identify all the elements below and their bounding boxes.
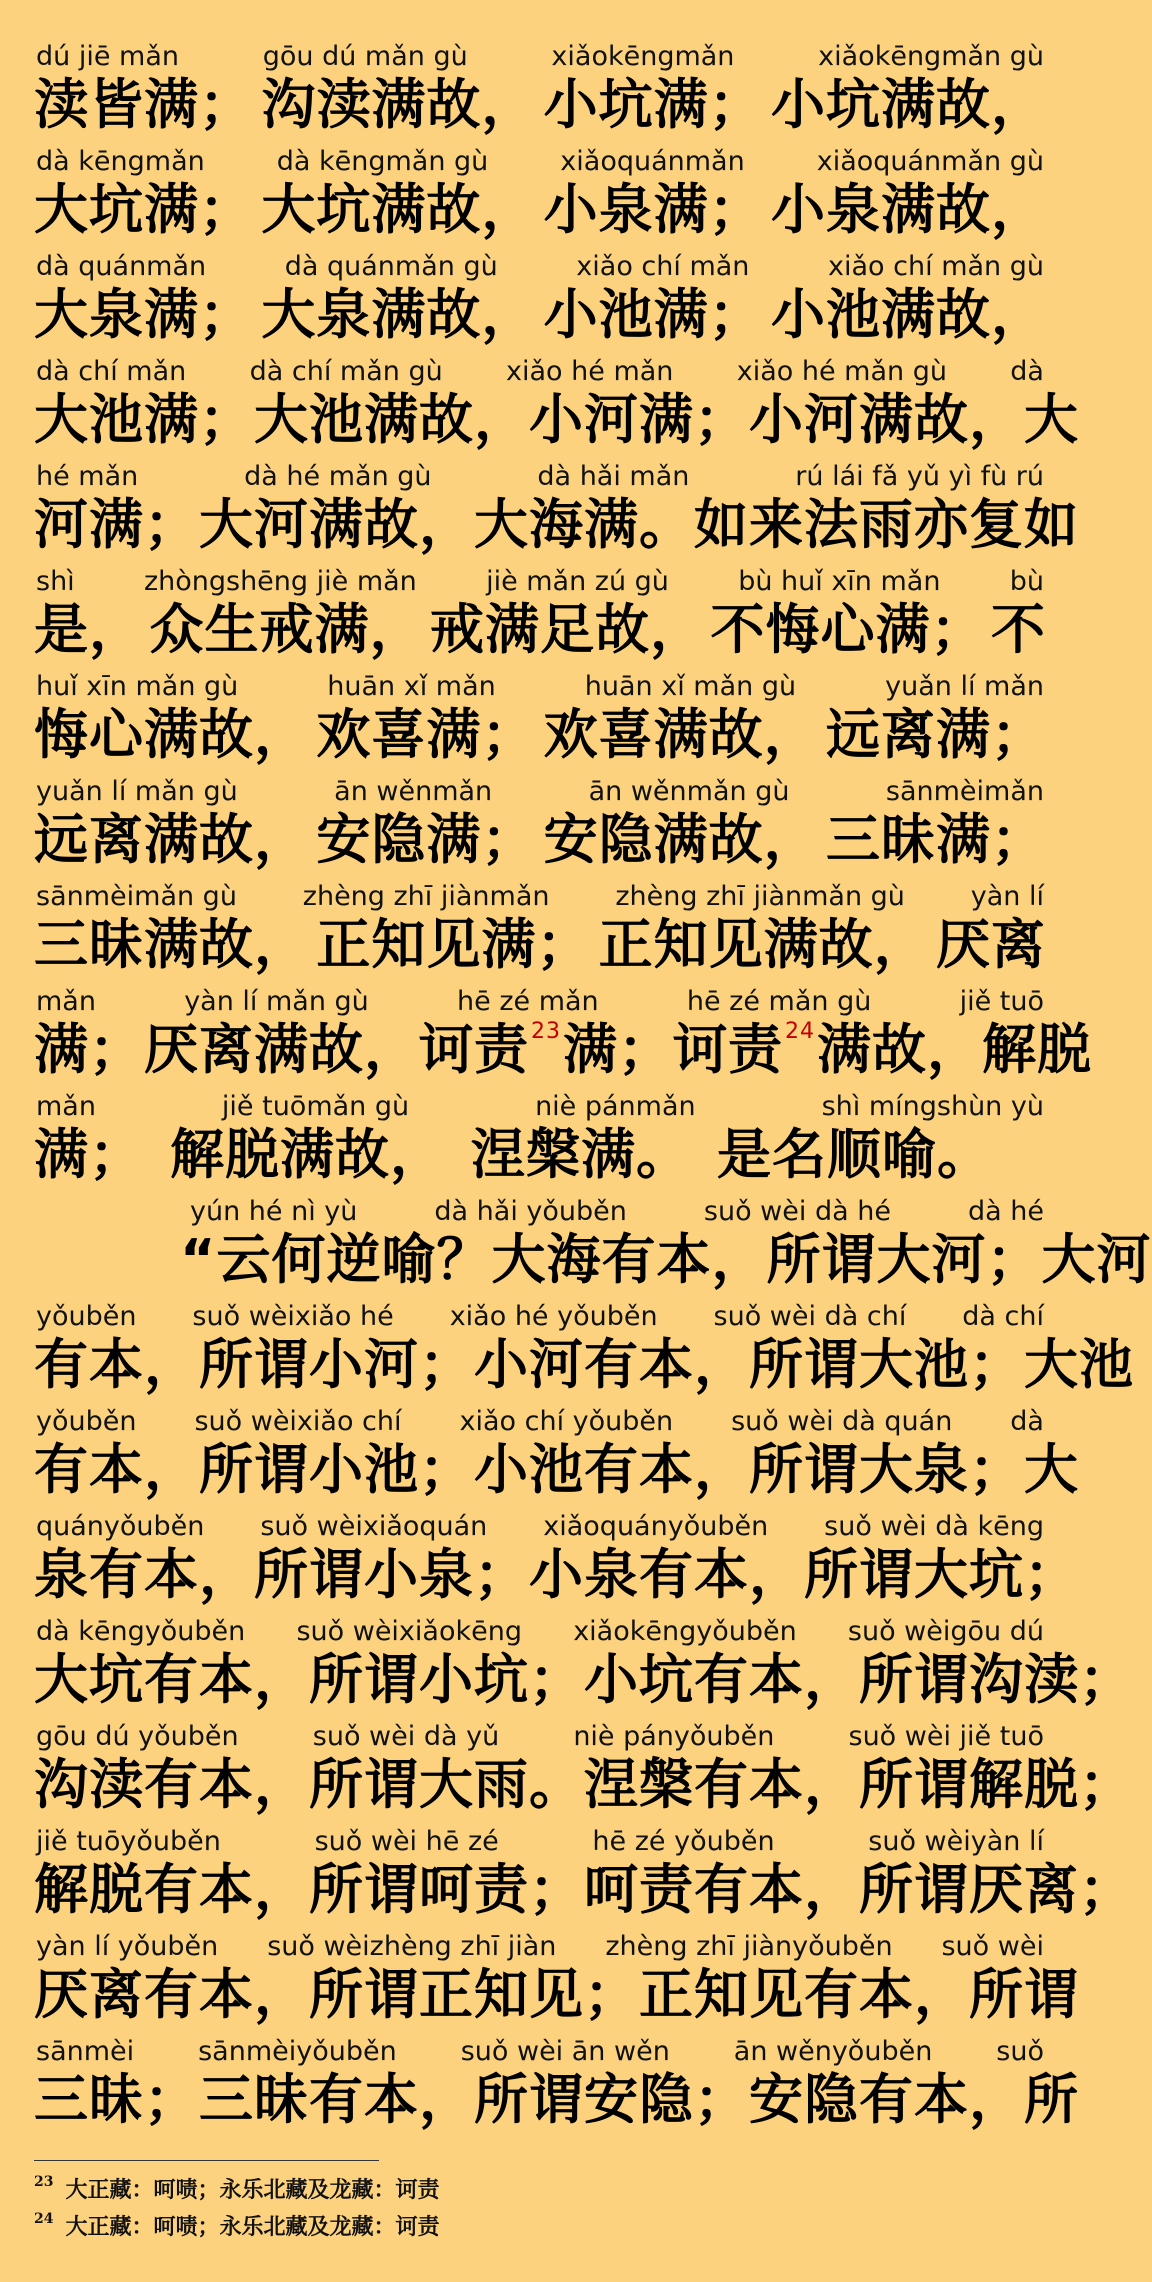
text-line: [0, 670, 1080, 775]
pinyin-segment: xiǎoquánmǎn gù: [816, 146, 1044, 177]
pinyin-segment: quányǒuběn: [36, 1511, 205, 1542]
text-line: [0, 880, 1080, 985]
pinyin-segment: xiǎokēngmǎn gù: [818, 41, 1044, 72]
hanzi-row: [34, 2067, 1079, 2133]
pinyin-segment: hē zé mǎn gù: [686, 986, 872, 1017]
hanzi-row: [34, 1437, 1079, 1503]
hanzi-row: [34, 702, 1046, 768]
text-line: [0, 1300, 1134, 1405]
hanzi-segment: 大池: [1024, 1333, 1134, 1396]
pinyin-segment: yàn lí yǒuběn: [36, 1931, 219, 1962]
footnote-ref-24[interactable]: 24: [785, 1019, 815, 1044]
hanzi-segment: 大河: [1041, 1228, 1152, 1291]
pinyin-segment: sānmèimǎn gù: [36, 881, 237, 912]
hanzi-segment: 小河满；: [529, 388, 749, 451]
hanzi-segment: 小河满故，: [749, 388, 1024, 451]
hanzi-segment: 大: [1024, 388, 1079, 451]
pinyin-segment: suǒ wèixiǎo chí: [194, 1406, 402, 1437]
text-line: [0, 1405, 1080, 1510]
hanzi-segment: 不悔心满；: [710, 598, 986, 661]
hanzi-segment: 满；: [34, 1123, 144, 1186]
hanzi-segment: 大池满；: [34, 388, 254, 451]
text-line: [0, 1825, 1134, 1930]
pinyin-segment: dà chí: [962, 1301, 1044, 1332]
pinyin-segment: xiǎokēngmǎn: [551, 41, 735, 72]
hanzi-row: [34, 1122, 1046, 1188]
hanzi-segment: 小泉有本，: [529, 1543, 804, 1606]
pinyin-segment: suǒ wèi: [941, 1931, 1044, 1962]
hanzi-segment: 戒满足故，: [430, 598, 705, 661]
hanzi-segment: 所谓: [969, 1963, 1079, 2026]
hanzi-segment: 解脱满故，: [170, 1123, 445, 1186]
pinyin-row: [36, 565, 1044, 599]
hanzi-segment: 小池满故，: [770, 283, 1046, 346]
pinyin-segment: xiǎoquánmǎn: [560, 146, 745, 177]
hanzi-segment: 涅槃有本，: [584, 1753, 859, 1816]
pinyin-segment: niè pányǒuběn: [573, 1721, 775, 1752]
hanzi-segment: 满故，解脱: [817, 1018, 1092, 1081]
hanzi-segment: 欢喜满故，: [543, 703, 819, 766]
hanzi-segment: 涅槃满。: [471, 1123, 691, 1186]
footnote-number: 24: [34, 2211, 54, 2227]
hanzi-segment: 所谓小河；: [199, 1333, 474, 1396]
hanzi-segment: 小坑满故，: [770, 73, 1046, 136]
pinyin-segment: suǒ wèixiǎokēng: [296, 1616, 522, 1647]
hanzi-segment: 小坑满；: [543, 73, 764, 136]
pinyin-segment: huān xǐ mǎn gù: [584, 671, 797, 702]
pinyin-segment: jiè mǎn zú gù: [486, 566, 669, 597]
hanzi-segment: 大: [1024, 1438, 1079, 1501]
pinyin-segment: ān wěnyǒuběn: [733, 2036, 933, 2067]
hanzi-segment: 所谓大雨。: [309, 1753, 584, 1816]
pinyin-segment: hē zé mǎn: [457, 986, 599, 1017]
pinyin-segment: dà quánmǎn: [36, 251, 207, 282]
pinyin-row: [36, 1720, 1044, 1754]
pinyin-segment: suǒ wèi hē zé: [314, 1826, 499, 1857]
hanzi-row: [34, 1857, 1134, 1923]
pinyin-segment: bù: [1009, 566, 1044, 597]
footnote-ref-23[interactable]: 23: [531, 1019, 561, 1044]
hanzi-segment: 不: [991, 598, 1046, 661]
pinyin-segment: huān xǐ mǎn: [327, 671, 496, 702]
pinyin-segment: suǒ wèi dà kēng: [824, 1511, 1044, 1542]
pinyin-row: [36, 355, 1044, 389]
hanzi-segment: 所谓沟渎；: [859, 1648, 1134, 1711]
hanzi-segment: 正知见满；: [316, 913, 592, 976]
pinyin-segment: suǒ: [996, 2036, 1044, 2067]
hanzi-segment: 远离满；: [825, 703, 1046, 766]
pinyin-segment: zhèng zhī jiànmǎn: [302, 881, 550, 912]
text-line: [0, 565, 1080, 670]
hanzi-segment: 如来法雨亦复如: [694, 493, 1079, 556]
pinyin-segment: yǒuběn: [36, 1406, 137, 1437]
hanzi-segment: 大海有本，: [491, 1228, 767, 1291]
pinyin-segment: ān wěnmǎn gù: [588, 776, 790, 807]
footnote-divider: [34, 2160, 379, 2161]
hanzi-segment: 沟渎有本，: [34, 1753, 309, 1816]
pinyin-segment: hé mǎn: [36, 461, 139, 492]
hanzi-segment: 呵责有本，: [584, 1858, 859, 1921]
hanzi-segment: 所: [1024, 2068, 1079, 2131]
pinyin-segment: suǒ wèizhèng zhī jiàn: [267, 1931, 557, 1962]
pinyin-segment: yàn lí: [970, 881, 1044, 912]
hanzi-segment: 所谓大河；: [766, 1228, 1042, 1291]
pinyin-segment: dà quánmǎn gù: [284, 251, 498, 282]
pinyin-segment: xiǎo chí mǎn gù: [828, 251, 1044, 282]
hanzi-row: [34, 492, 1079, 558]
hanzi-segment: 所谓大坑；: [804, 1543, 1079, 1606]
hanzi-segment: 远离满故，: [34, 808, 309, 871]
pinyin-segment: suǒ wèixiǎoquán: [260, 1511, 488, 1542]
pinyin-segment: yún hé nì yù: [190, 1196, 358, 1227]
footnotes: [34, 2172, 1034, 2246]
pinyin-segment: mǎn: [36, 986, 96, 1017]
pinyin-segment: dú jiē mǎn: [36, 41, 179, 72]
pinyin-segment: dà hǎi mǎn: [537, 461, 690, 492]
hanzi-segment: 安隐满故，: [543, 808, 819, 871]
text-line: [0, 775, 1080, 880]
pinyin-segment: suǒ wèi ān wěn: [460, 2036, 670, 2067]
hanzi-segment: 欢喜满；: [316, 703, 537, 766]
hanzi-segment: 小坑有本，: [584, 1648, 859, 1711]
pinyin-segment: dà: [1010, 1406, 1044, 1437]
pinyin-segment: sānmèi: [36, 2036, 135, 2067]
pinyin-segment: shì míngshùn yù: [821, 1091, 1044, 1122]
hanzi-segment: 众生戒满，: [149, 598, 425, 661]
hanzi-row: [34, 1752, 1134, 1818]
pinyin-segment: suǒ wèi dà yǔ: [312, 1721, 500, 1752]
hanzi-row: [34, 72, 1046, 138]
pinyin-segment: dà kēngmǎn gù: [276, 146, 489, 177]
pinyin-row: [36, 1405, 1044, 1439]
hanzi-row: [34, 282, 1046, 348]
hanzi-segment: 安隐满；: [316, 808, 537, 871]
pinyin-segment: dà kēngyǒuběn: [36, 1616, 246, 1647]
pinyin-segment: gōu dú mǎn gù: [262, 41, 468, 72]
pinyin-row: [36, 1510, 1044, 1544]
pinyin-segment: hē zé yǒuběn: [592, 1826, 775, 1857]
text-line: [0, 355, 1080, 460]
text-line: [0, 250, 1080, 355]
hanzi-segment: 所谓小坑；: [309, 1648, 584, 1711]
pinyin-row: [36, 1090, 1044, 1124]
pinyin-row: [36, 145, 1044, 179]
hanzi-segment: 是名顺喻。: [717, 1123, 992, 1186]
hanzi-segment: 三昧满；: [825, 808, 1046, 871]
pinyin-segment: xiǎo hé mǎn: [506, 356, 674, 387]
pinyin-segment: yàn lí mǎn gù: [184, 986, 369, 1017]
hanzi-segment: 河满；: [34, 493, 199, 556]
pinyin-segment: suǒ wèi dà quán: [731, 1406, 953, 1437]
pinyin-segment: suǒ wèi dà hé: [703, 1196, 891, 1227]
text-line: [0, 1090, 1080, 1195]
pinyin-row: [36, 985, 1044, 1019]
pinyin-segment: jiě tuōyǒuběn: [36, 1826, 221, 1857]
pinyin-segment: dà hé mǎn gù: [244, 461, 432, 492]
hanzi-segment: 沟渎满故，: [261, 73, 537, 136]
hanzi-segment: 大海满。: [474, 493, 694, 556]
hanzi-segment: [563, 1017, 817, 1083]
pinyin-segment: sānmèimǎn: [885, 776, 1044, 807]
pinyin-row: [190, 1195, 1044, 1229]
pinyin-segment: xiǎo hé mǎn gù: [736, 356, 947, 387]
pinyin-segment: niè pánmǎn: [535, 1091, 696, 1122]
hanzi-segment: 有本，: [34, 1438, 199, 1501]
hanzi-segment: 小河有本，: [474, 1333, 749, 1396]
hanzi-row: [34, 1017, 1092, 1083]
hanzi-segment: 解脱有本，: [34, 1858, 309, 1921]
pinyin-segment: zhèng zhī jiànmǎn gù: [615, 881, 905, 912]
hanzi-segment: 所谓正知见；: [309, 1963, 639, 2026]
pinyin-row: [36, 1615, 1044, 1649]
hanzi-text: 诃责: [419, 1018, 529, 1081]
hanzi-row: [34, 1332, 1134, 1398]
hanzi-segment: 渎皆满；: [34, 73, 254, 136]
hanzi-row: [34, 177, 1046, 243]
pinyin-segment: dà chí mǎn: [36, 356, 187, 387]
hanzi-segment: 正知见有本，: [639, 1963, 969, 2026]
pinyin-segment: xiǎoquányǒuběn: [543, 1511, 769, 1542]
hanzi-segment: 三昧；: [34, 2068, 199, 2131]
pinyin-segment: yuǎn lí mǎn: [885, 671, 1044, 702]
hanzi-segment: 大坑满；: [34, 178, 254, 241]
pinyin-segment: jiě tuō: [959, 986, 1044, 1017]
pinyin-segment: yuǎn lí mǎn gù: [36, 776, 238, 807]
pinyin-row: [36, 40, 1044, 74]
pinyin-segment: zhèng zhī jiànyǒuběn: [605, 1931, 893, 1962]
pinyin-segment: suǒ wèixiǎo hé: [192, 1301, 394, 1332]
pinyin-segment: mǎn: [36, 1091, 96, 1122]
hanzi-segment: 厌离: [935, 913, 1046, 976]
hanzi-segment: 满；: [34, 1018, 144, 1081]
pinyin-row: [36, 1300, 1044, 1334]
text-line: [0, 145, 1080, 250]
hanzi-segment: 所谓小池；: [199, 1438, 474, 1501]
hanzi-segment: 所谓解脱；: [859, 1753, 1134, 1816]
pinyin-row: [36, 250, 1044, 284]
text-line: [0, 2035, 1080, 2140]
hanzi-segment: 所谓厌离；: [859, 1858, 1134, 1921]
pinyin-segment: xiǎo chí yǒuběn: [459, 1406, 674, 1437]
pinyin-segment: dà chí mǎn gù: [249, 356, 443, 387]
hanzi-row: [34, 912, 1046, 978]
pinyin-segment: jiě tuōmǎn gù: [221, 1091, 410, 1122]
hanzi-segment: 所谓小泉；: [254, 1543, 529, 1606]
footnote-number: 23: [34, 2174, 54, 2190]
text-line: [0, 1720, 1134, 1825]
hanzi-segment: 安隐有本，: [749, 2068, 1024, 2131]
pinyin-segment: dà: [1010, 356, 1044, 387]
text-line: [0, 40, 1080, 145]
hanzi-segment: 是，: [34, 598, 144, 661]
hanzi-segment: 所谓安隐；: [474, 2068, 749, 2131]
text-body: [0, 40, 1152, 2140]
pinyin-segment: zhòngshēng jiè mǎn: [143, 566, 417, 597]
hanzi-row: [34, 1962, 1079, 2028]
hanzi-segment: 小泉满；: [543, 178, 764, 241]
hanzi-segment: 大泉满故，: [261, 283, 537, 346]
footnote-23: [34, 2172, 1034, 2209]
pinyin-row: [36, 880, 1044, 914]
hanzi-text: 满；诃责: [563, 1018, 783, 1081]
pinyin-segment: bù huǐ xīn mǎn: [738, 566, 941, 597]
pinyin-segment: xiǎo hé yǒuběn: [449, 1301, 658, 1332]
pinyin-segment: shì: [36, 566, 75, 597]
hanzi-row: [34, 597, 1046, 663]
pinyin-row: [36, 1825, 1044, 1859]
hanzi-segment: 大池满故，: [254, 388, 529, 451]
hanzi-segment: 正知见满故，: [598, 913, 929, 976]
text-line: [0, 1615, 1134, 1720]
pinyin-segment: ān wěnmǎn: [334, 776, 493, 807]
hanzi-segment: 小泉满故，: [770, 178, 1046, 241]
pinyin-segment: sānmèiyǒuběn: [198, 2036, 397, 2067]
text-line: [0, 460, 1080, 565]
pinyin-segment: huǐ xīn mǎn gù: [36, 671, 239, 702]
text-line: [0, 985, 1092, 1090]
hanzi-segment: 大河满故，: [199, 493, 474, 556]
hanzi-segment: 大坑有本，: [34, 1648, 309, 1711]
pinyin-segment: suǒ wèiyàn lí: [868, 1826, 1044, 1857]
hanzi-segment: 有本，: [34, 1333, 199, 1396]
pinyin-segment: dà kēngmǎn: [36, 146, 205, 177]
pinyin-row: [36, 460, 1044, 494]
pinyin-segment: suǒ wèi dà chí: [713, 1301, 907, 1332]
hanzi-segment: 悔心满故，: [34, 703, 309, 766]
pinyin-segment: dà hǎi yǒuběn: [434, 1196, 627, 1227]
pinyin-row: [36, 2035, 1044, 2069]
footnote-text: 大正藏：呵啧；永乐北藏及龙藏：诃责: [65, 2214, 440, 2240]
hanzi-segment: 泉有本，: [34, 1543, 254, 1606]
text-line: [0, 1510, 1080, 1615]
hanzi-row: [180, 1227, 1152, 1293]
pinyin-segment: xiǎo chí mǎn: [576, 251, 750, 282]
hanzi-row: [34, 1647, 1134, 1713]
footnote-24: [34, 2209, 1034, 2246]
hanzi-segment: 三昧有本，: [199, 2068, 474, 2131]
pinyin-row: [36, 1930, 1044, 1964]
hanzi-segment: 所谓大池；: [749, 1333, 1024, 1396]
pinyin-segment: rú lái fǎ yǔ yì fù rú: [795, 461, 1044, 492]
pinyin-segment: gōu dú yǒuběn: [36, 1721, 239, 1752]
pinyin-row: [36, 670, 1044, 704]
hanzi-segment: 厌离满故，: [144, 1018, 419, 1081]
text-line: [0, 1195, 1152, 1300]
hanzi-segment: 三昧满故，: [34, 913, 309, 976]
hanzi-segment: 大泉满；: [34, 283, 254, 346]
hanzi-row: [34, 387, 1079, 453]
hanzi-segment: 大坑满故，: [261, 178, 537, 241]
pinyin-segment: dà hé: [967, 1196, 1044, 1227]
hanzi-segment: 所谓呵责；: [309, 1858, 584, 1921]
hanzi-segment: 小池有本，: [474, 1438, 749, 1501]
hanzi-row: [34, 807, 1046, 873]
hanzi-segment: 小池满；: [543, 283, 764, 346]
hanzi-segment: “云何逆喻？: [180, 1228, 492, 1291]
pinyin-segment: yǒuběn: [36, 1301, 137, 1332]
hanzi-segment: [419, 1017, 563, 1083]
hanzi-row: [34, 1542, 1079, 1608]
text-line: [0, 1930, 1080, 2035]
hanzi-segment: 厌离有本，: [34, 1963, 309, 2026]
footnote-text: 大正藏：呵啧；永乐北藏及龙藏：诃责: [65, 2177, 440, 2203]
hanzi-segment: 所谓大泉；: [749, 1438, 1024, 1501]
pinyin-row: [36, 775, 1044, 809]
pinyin-segment: xiǎokēngyǒuběn: [573, 1616, 797, 1647]
pinyin-segment: suǒ wèi jiě tuō: [848, 1721, 1044, 1752]
pinyin-segment: suǒ wèigōu dú: [847, 1616, 1044, 1647]
